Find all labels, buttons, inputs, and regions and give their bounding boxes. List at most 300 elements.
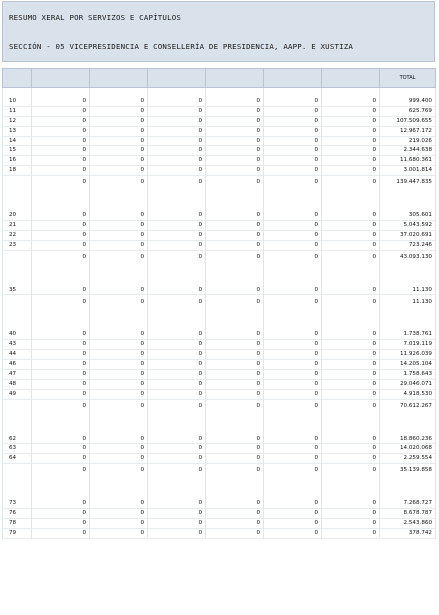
chapter-code-cell: 21 [3,220,32,230]
empty-cell [32,277,90,286]
table-row [3,509,436,519]
value-cell: 0 [322,136,380,146]
empty-cell [148,490,206,499]
value-cell: 0 [32,295,90,309]
total-cell: 11.926.039 [380,350,436,360]
table-row [3,350,436,360]
value-cell: 0 [264,528,322,538]
value-cell: 0 [322,240,380,250]
empty-cell [3,413,32,426]
chapter-code-cell: 35 [3,286,32,295]
chapter-code-cell: 73 [3,499,32,508]
summary-table [2,68,436,539]
value-cell: 0 [90,528,148,538]
value-cell: 0 [206,464,264,478]
section-title: SECCIÓN - 05 VICEPRESIDENCIA E CONSELLERÍA DE PRESIDENCIA, AAPP. E XUSTIZA [9,42,354,51]
empty-cell [322,426,380,435]
value-cell: 0 [90,116,148,126]
table-row [3,528,436,538]
value-cell: 0 [322,250,380,264]
value-cell: 0 [90,106,148,116]
empty-cell [380,490,436,499]
empty-cell [380,308,436,321]
total-cell: 625.769 [380,106,436,116]
chapter-code-cell: 13 [3,126,32,136]
value-cell: 0 [148,519,206,529]
chapter-code-cell: 40 [3,330,32,339]
value-cell: 0 [322,286,380,295]
chapter-code-cell [3,176,32,190]
value-cell: 0 [32,286,90,295]
empty-cell [264,264,322,277]
empty-cell [380,88,436,97]
value-cell: 0 [32,399,90,413]
total-cell: 7.019.119 [380,340,436,350]
value-cell: 0 [90,330,148,339]
value-cell: 0 [90,389,148,399]
total-cell: 7.268.727 [380,499,436,508]
value-cell: 0 [322,156,380,166]
empty-cell [264,88,322,97]
empty-cell [322,264,380,277]
value-cell: 0 [322,230,380,240]
value-cell: 0 [264,509,322,519]
value-cell: 0 [322,176,380,190]
empty-cell [264,413,322,426]
value-cell: 0 [90,250,148,264]
chapter-code-cell: 11 [3,106,32,116]
value-cell: 0 [148,509,206,519]
empty-cell [264,202,322,211]
value-cell: 0 [148,136,206,146]
empty-cell [264,277,322,286]
value-cell: 0 [264,176,322,190]
table-row [3,136,436,146]
empty-cell [206,88,264,97]
empty-cell [264,189,322,202]
chapter-code-cell: 64 [3,454,32,464]
chapter-code-cell: 14 [3,136,32,146]
empty-cell [90,277,148,286]
total-cell: 12.967.172 [380,126,436,136]
chapter-code-cell: 46 [3,360,32,370]
empty-cell [206,426,264,435]
value-cell: 0 [264,295,322,309]
header-cell [264,69,322,88]
value-cell: 0 [264,106,322,116]
value-cell: 0 [322,435,380,444]
empty-cell [380,189,436,202]
empty-cell [148,277,206,286]
spacer-row [3,189,436,202]
empty-cell [32,477,90,490]
value-cell: 0 [322,499,380,508]
value-cell: 0 [322,106,380,116]
empty-cell [32,321,90,330]
value-cell: 0 [32,389,90,399]
table-row [3,230,436,240]
empty-cell [148,264,206,277]
value-cell: 0 [148,126,206,136]
subtotal-row [3,295,436,309]
total-cell: 29.046.071 [380,379,436,389]
value-cell: 0 [148,230,206,240]
empty-cell [3,88,32,97]
empty-cell [90,202,148,211]
empty-cell [3,477,32,490]
value-cell: 0 [206,389,264,399]
chapter-code-cell: 10 [3,97,32,106]
value-cell: 0 [264,464,322,478]
total-cell: 1.758.643 [380,369,436,379]
value-cell: 0 [32,454,90,464]
value-cell: 0 [206,220,264,230]
value-cell: 0 [32,106,90,116]
value-cell: 0 [148,389,206,399]
total-cell: 219.026 [380,136,436,146]
table-row [3,97,436,106]
empty-cell [206,264,264,277]
value-cell: 0 [32,509,90,519]
value-cell: 0 [32,126,90,136]
header-cell [32,69,90,88]
value-cell: 0 [90,435,148,444]
value-cell: 0 [32,340,90,350]
empty-cell [264,490,322,499]
subtotal-row [3,176,436,190]
value-cell: 0 [32,220,90,230]
value-cell: 0 [148,340,206,350]
value-cell: 0 [206,369,264,379]
value-cell: 0 [322,369,380,379]
empty-cell [3,202,32,211]
table-row [3,116,436,126]
empty-cell [322,490,380,499]
value-cell: 0 [322,509,380,519]
total-cell: 14.205.104 [380,360,436,370]
value-cell: 0 [206,250,264,264]
table-row [3,454,436,464]
empty-cell [380,264,436,277]
empty-cell [380,202,436,211]
value-cell: 0 [32,444,90,454]
chapter-code-cell: 47 [3,369,32,379]
empty-cell [32,308,90,321]
chapter-code-cell [3,295,32,309]
empty-cell [3,321,32,330]
spacer-row [3,202,436,211]
empty-cell [3,264,32,277]
value-cell: 0 [32,97,90,106]
chapter-code-cell: 16 [3,156,32,166]
total-cell: 139.447.835 [380,176,436,190]
empty-cell [206,477,264,490]
total-cell: 8.678.787 [380,509,436,519]
value-cell: 0 [206,136,264,146]
value-cell: 0 [148,166,206,176]
value-cell: 0 [32,240,90,250]
empty-cell [380,413,436,426]
value-cell: 0 [90,369,148,379]
value-cell: 0 [90,379,148,389]
empty-cell [206,189,264,202]
header-cell [322,69,380,88]
value-cell: 0 [148,295,206,309]
empty-cell [32,88,90,97]
value-cell: 0 [264,97,322,106]
value-cell: 0 [148,350,206,360]
value-cell: 0 [264,240,322,250]
value-cell: 0 [32,369,90,379]
spacer-row [3,426,436,435]
chapter-code-cell: 22 [3,230,32,240]
value-cell: 0 [90,286,148,295]
chapter-code-cell [3,399,32,413]
value-cell: 0 [264,435,322,444]
value-cell: 0 [90,464,148,478]
empty-cell [90,477,148,490]
value-cell: 0 [264,156,322,166]
empty-cell [3,426,32,435]
value-cell: 0 [206,230,264,240]
value-cell: 0 [206,176,264,190]
total-cell: 43.093.130 [380,250,436,264]
total-cell: 107.509.655 [380,116,436,126]
value-cell: 0 [32,528,90,538]
value-cell: 0 [264,350,322,360]
value-cell: 0 [322,295,380,309]
table-row [3,360,436,370]
value-cell: 0 [32,435,90,444]
empty-cell [322,308,380,321]
total-cell: 3.001.814 [380,166,436,176]
value-cell: 0 [322,444,380,454]
value-cell: 0 [32,116,90,126]
value-cell: 0 [148,156,206,166]
value-cell: 0 [148,499,206,508]
chapter-code-cell: 20 [3,211,32,220]
value-cell: 0 [90,499,148,508]
value-cell: 0 [264,136,322,146]
value-cell: 0 [148,116,206,126]
empty-cell [380,321,436,330]
empty-cell [206,308,264,321]
total-cell: 378.742 [380,528,436,538]
empty-cell [90,88,148,97]
table-row [3,330,436,339]
value-cell: 0 [322,519,380,529]
value-cell: 0 [148,454,206,464]
chapter-code-cell: 15 [3,146,32,156]
empty-cell [206,202,264,211]
value-cell: 0 [32,499,90,508]
value-cell: 0 [322,220,380,230]
total-cell: 723.246 [380,240,436,250]
value-cell: 0 [322,340,380,350]
table-row [3,106,436,116]
value-cell: 0 [322,97,380,106]
empty-cell [148,426,206,435]
value-cell: 0 [206,454,264,464]
value-cell: 0 [32,330,90,339]
value-cell: 0 [322,379,380,389]
value-cell: 0 [32,350,90,360]
value-cell: 0 [148,379,206,389]
value-cell: 0 [90,444,148,454]
total-cell: 11.680.361 [380,156,436,166]
table-body [3,88,436,539]
value-cell: 0 [148,528,206,538]
header-cell [3,69,32,88]
empty-cell [32,189,90,202]
empty-cell [148,308,206,321]
empty-cell [90,426,148,435]
total-cell: 1.738.761 [380,330,436,339]
value-cell: 0 [264,146,322,156]
empty-cell [90,308,148,321]
empty-cell [32,490,90,499]
value-cell: 0 [264,116,322,126]
report-title: RESUMO XERAL POR SERVIZOS E CAPÍTULOS [9,13,182,22]
chapter-code-cell: 63 [3,444,32,454]
value-cell: 0 [148,106,206,116]
value-cell: 0 [32,136,90,146]
table-header-row [3,69,436,88]
value-cell: 0 [322,126,380,136]
table-row [3,444,436,454]
empty-cell [322,189,380,202]
table-row [3,126,436,136]
value-cell: 0 [206,399,264,413]
empty-cell [380,277,436,286]
table-row [3,499,436,508]
value-cell: 0 [148,435,206,444]
empty-cell [3,277,32,286]
value-cell: 0 [90,360,148,370]
value-cell: 0 [32,211,90,220]
value-cell: 0 [148,360,206,370]
chapter-code-cell: 44 [3,350,32,360]
value-cell: 0 [206,146,264,156]
value-cell: 0 [32,464,90,478]
chapter-code-cell [3,250,32,264]
empty-cell [322,202,380,211]
table-row [3,435,436,444]
value-cell: 0 [148,464,206,478]
value-cell: 0 [264,211,322,220]
value-cell: 0 [148,399,206,413]
summary-table-wrapper [2,68,435,615]
empty-cell [148,88,206,97]
empty-cell [32,426,90,435]
value-cell: 0 [264,330,322,339]
value-cell: 0 [148,176,206,190]
table-row [3,156,436,166]
value-cell: 0 [264,250,322,264]
empty-cell [90,413,148,426]
value-cell: 0 [32,156,90,166]
total-cell: 18.860.236 [380,435,436,444]
value-cell: 0 [90,136,148,146]
spacer-row [3,264,436,277]
value-cell: 0 [32,230,90,240]
value-cell: 0 [206,97,264,106]
value-cell: 0 [90,509,148,519]
empty-cell [148,321,206,330]
value-cell: 0 [322,360,380,370]
value-cell: 0 [90,146,148,156]
value-cell: 0 [322,389,380,399]
value-cell: 0 [206,211,264,220]
value-cell: 0 [264,519,322,529]
value-cell: 0 [90,176,148,190]
chapter-code-cell: 62 [3,435,32,444]
value-cell: 0 [322,464,380,478]
empty-cell [264,321,322,330]
value-cell: 0 [148,211,206,220]
value-cell: 0 [90,340,148,350]
value-cell: 0 [322,116,380,126]
header-cell [90,69,148,88]
table-row [3,286,436,295]
value-cell: 0 [148,146,206,156]
empty-cell [148,477,206,490]
value-cell: 0 [90,211,148,220]
empty-cell [90,321,148,330]
chapter-code-cell: 78 [3,519,32,529]
empty-cell [322,277,380,286]
empty-cell [3,189,32,202]
chapter-code-cell: 18 [3,166,32,176]
empty-cell [206,413,264,426]
chapter-code-cell: 49 [3,389,32,399]
value-cell: 0 [90,519,148,529]
empty-cell [264,308,322,321]
value-cell: 0 [32,146,90,156]
spacer-row [3,88,436,97]
value-cell: 0 [264,369,322,379]
value-cell: 0 [90,126,148,136]
value-cell: 0 [148,369,206,379]
value-cell: 0 [206,286,264,295]
value-cell: 0 [206,330,264,339]
value-cell: 0 [322,350,380,360]
value-cell: 0 [90,220,148,230]
table-row [3,379,436,389]
total-cell: 37.020.691 [380,230,436,240]
spacer-row [3,321,436,330]
value-cell: 0 [90,399,148,413]
report-header [2,1,435,62]
empty-cell [206,490,264,499]
table-row [3,146,436,156]
chapter-code-cell [3,464,32,478]
empty-cell [148,189,206,202]
total-cell: 5.043.592 [380,220,436,230]
chapter-code-cell: 48 [3,379,32,389]
value-cell: 0 [90,240,148,250]
value-cell: 0 [264,340,322,350]
spacer-row [3,477,436,490]
total-cell: 2.259.554 [380,454,436,464]
value-cell: 0 [90,350,148,360]
value-cell: 0 [32,176,90,190]
value-cell: 0 [206,166,264,176]
spacer-row [3,490,436,499]
empty-cell [32,264,90,277]
value-cell: 0 [322,399,380,413]
subtotal-row [3,464,436,478]
